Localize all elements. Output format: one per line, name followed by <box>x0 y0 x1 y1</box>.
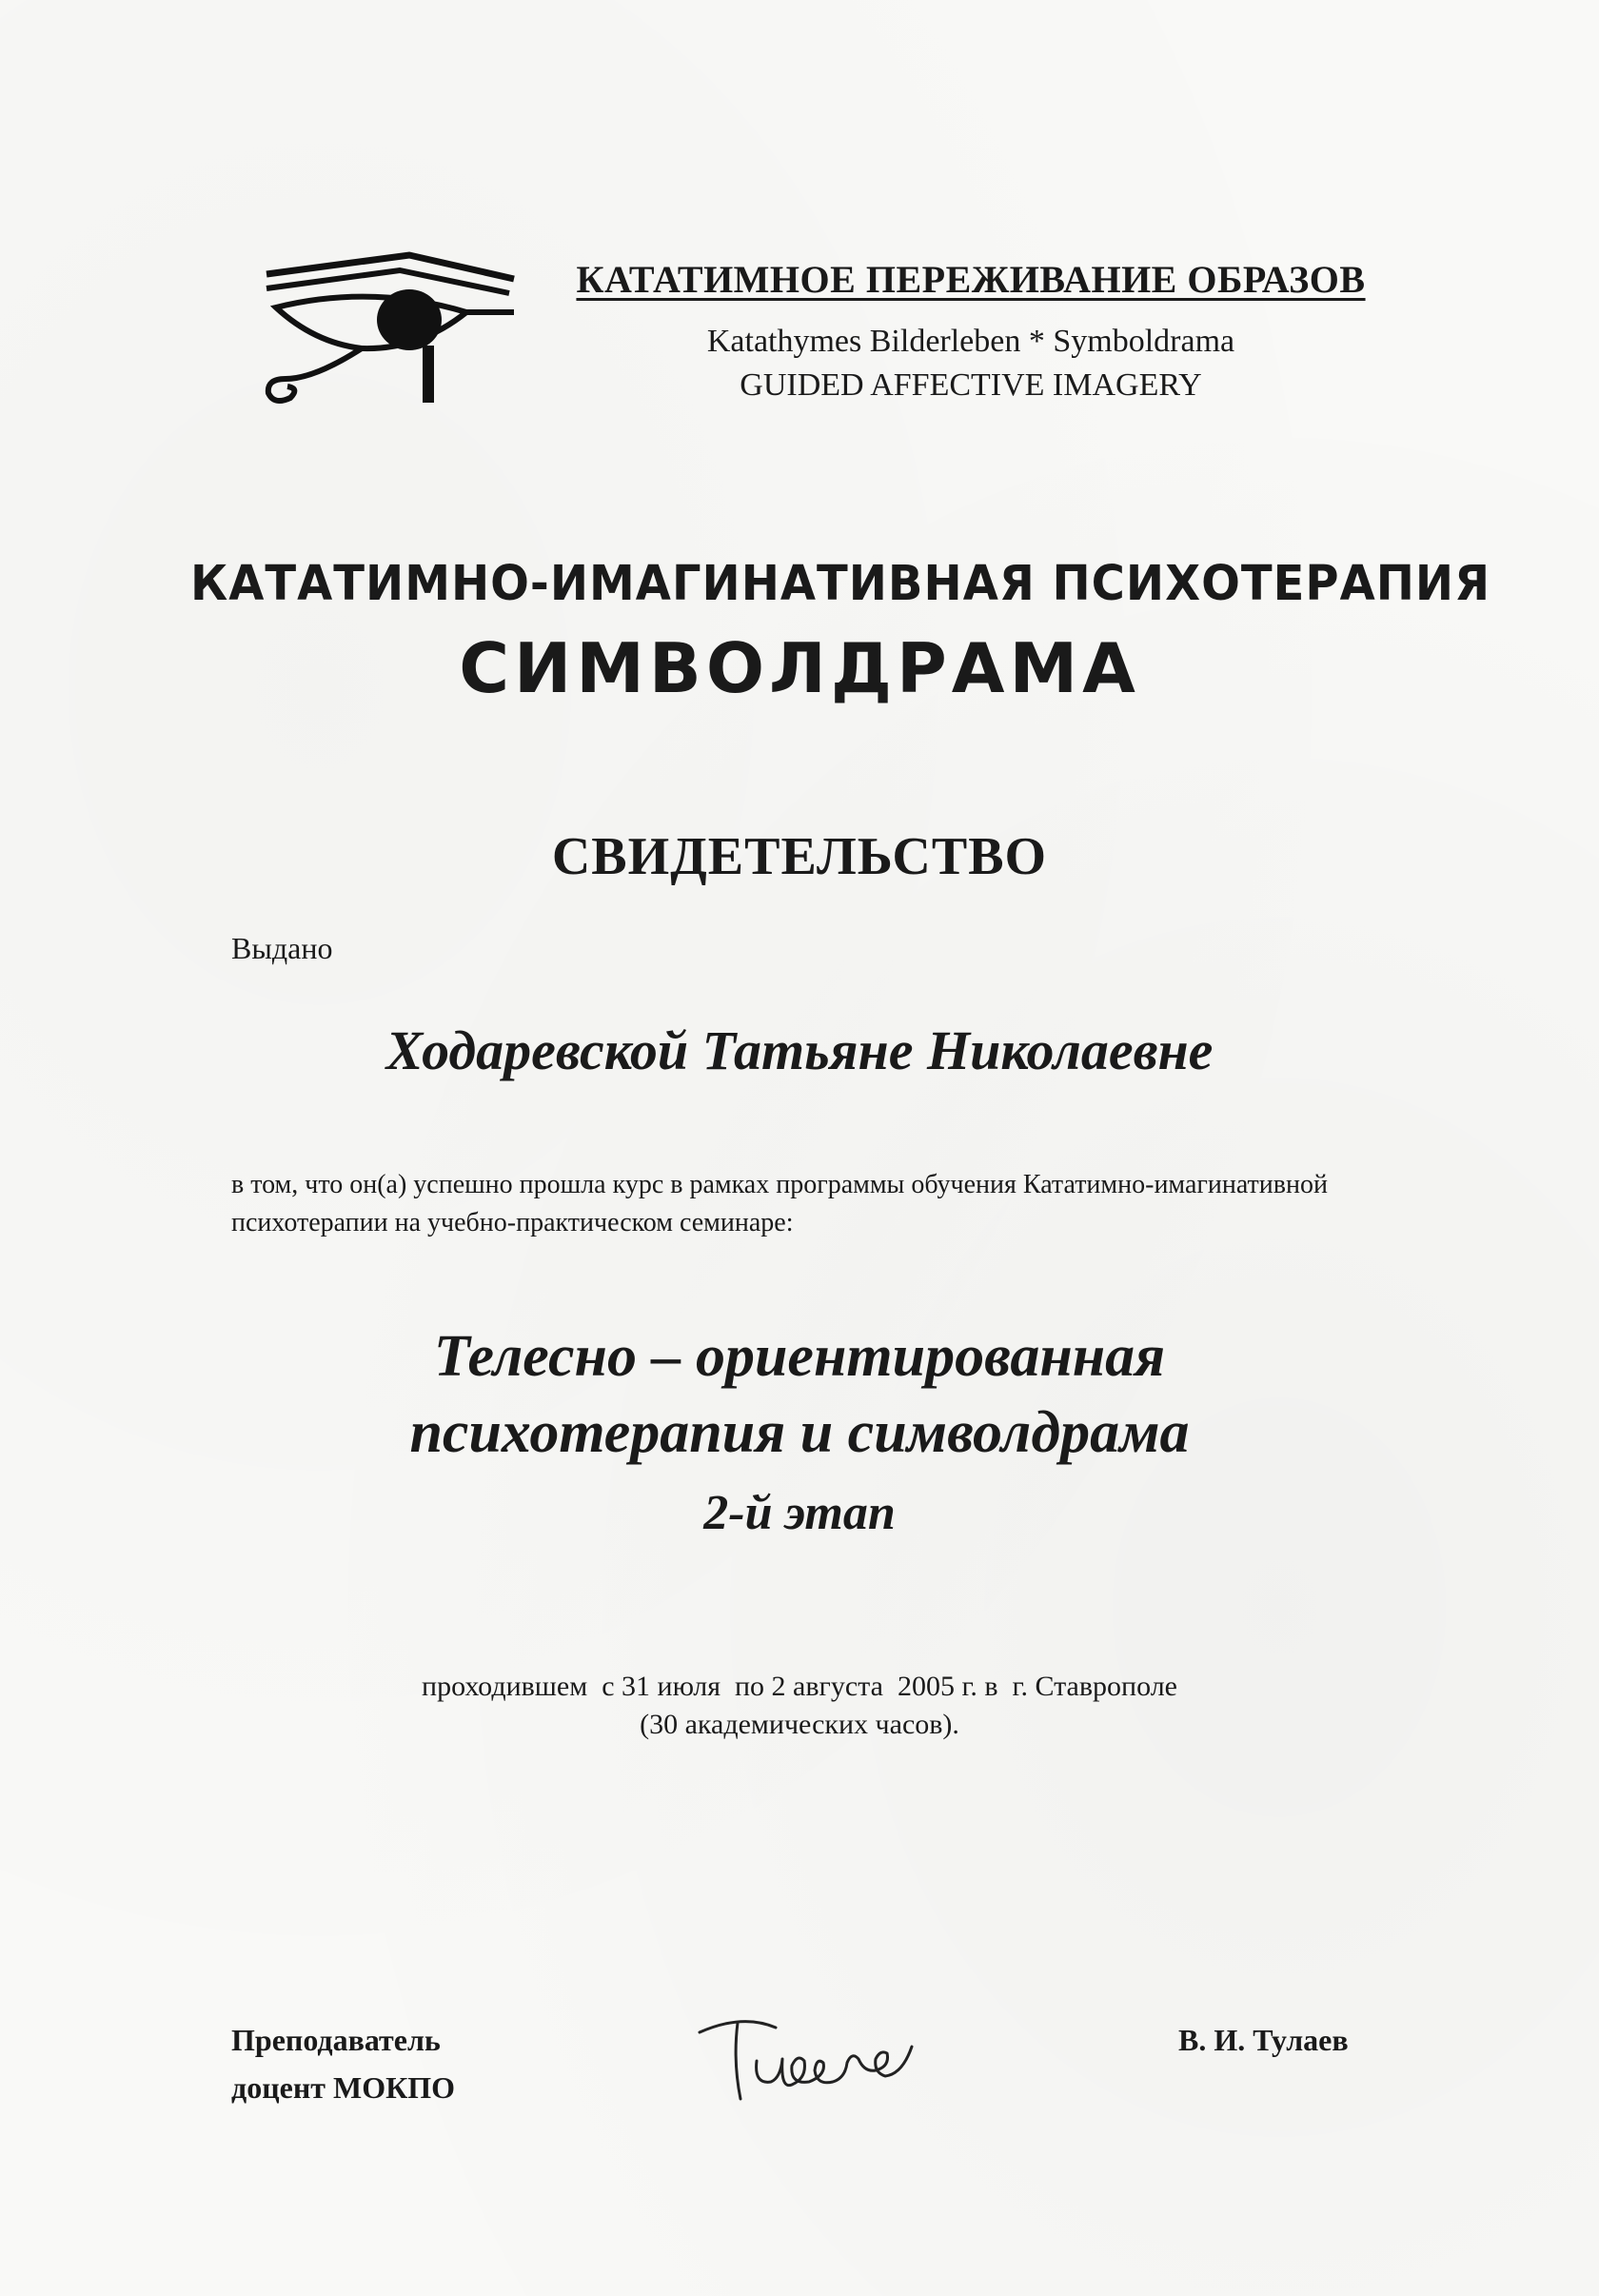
org-subtitle-english: GUIDED AFFECTIVE IMAGERY <box>740 367 1202 403</box>
seminar-dates: проходившем с 31 июля по 2 августа 2005 г. в г. Ставрополе <box>422 1671 1177 1702</box>
eye-of-horus-icon <box>257 236 523 417</box>
signer-name: В. И. Тулаев <box>1178 2023 1349 2057</box>
certificate-title: СВИДЕТЕЛЬСТВО <box>551 827 1048 886</box>
handwritten-signature <box>685 1994 923 2128</box>
certificate-body-text: в том, что он(а) успешно прошла курс в рамках программы обучения Кататимно-имагинативной психотерапии на учебно-практическом семинаре: <box>231 1170 1328 1237</box>
signer-position: доцент МОКПО <box>231 2070 456 2105</box>
issued-label: Выдано <box>231 931 333 965</box>
org-subtitle-german: Katathymes Bilderleben * Symboldrama <box>706 324 1235 359</box>
course-stage: 2-й этап <box>703 1486 896 1540</box>
org-title: КАТАТИМНОЕ ПЕРЕЖИВАНИЕ ОБРАЗОВ <box>576 258 1366 301</box>
recipient-name: Ходаревской Татьяне Николаевне <box>385 1019 1214 1081</box>
signer-role: Преподаватель <box>231 2023 441 2057</box>
seminar-hours: (30 академических часов). <box>640 1709 959 1740</box>
program-name: СИМВОЛДРАМА <box>459 628 1140 708</box>
course-title-line2: психотерапия и символдрама <box>409 1400 1190 1465</box>
program-title: КАТАТИМНО-ИМАГИНАТИВНАЯ ПСИХОТЕРАПИЯ <box>190 555 1491 612</box>
course-title-line1: Телесно – ориентированная <box>433 1324 1166 1389</box>
